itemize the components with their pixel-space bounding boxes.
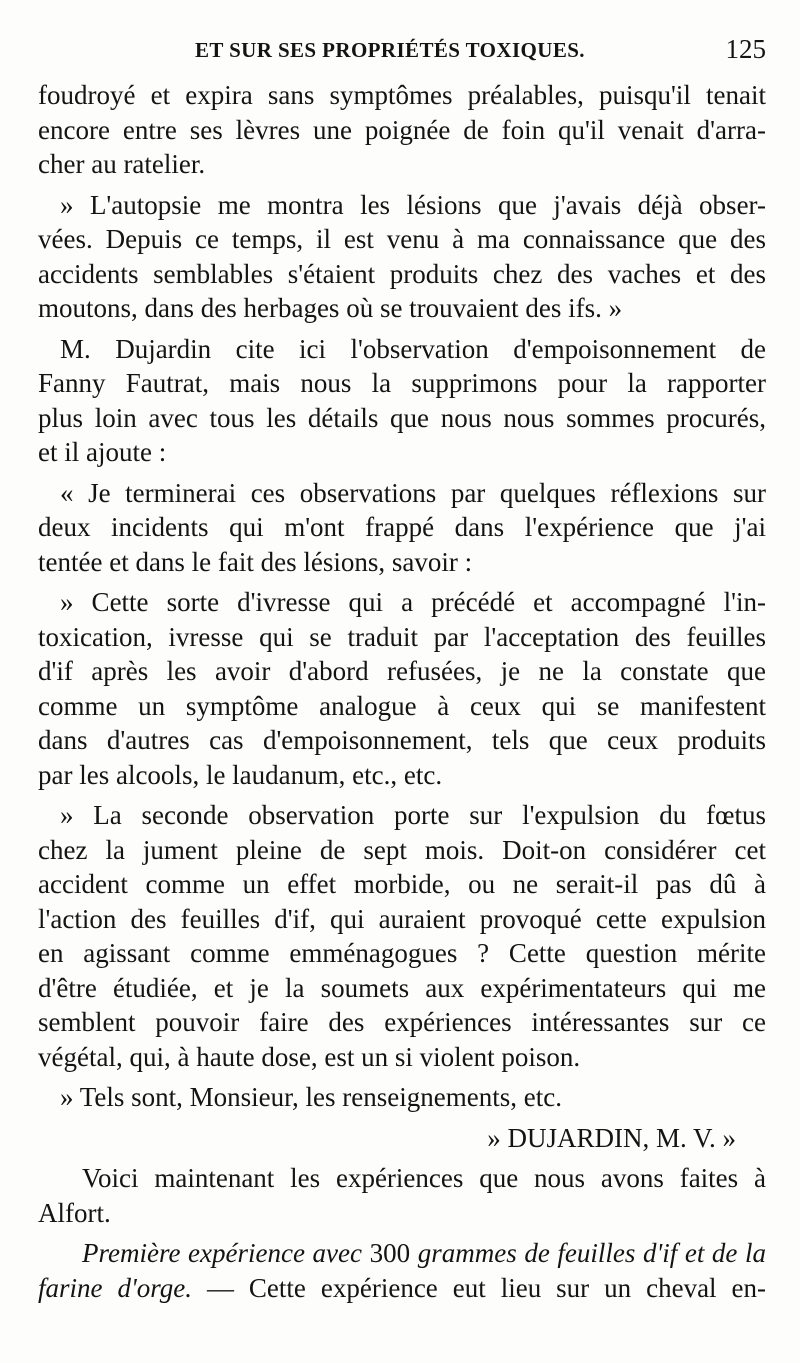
paragraph-experiment xyxy=(38,1236,766,1305)
paragraph xyxy=(38,1161,766,1230)
quantity-number: 300 xyxy=(369,1238,411,1268)
text-line: foudroyé et expira sans symptômes préalables, puisqu'il tenait xyxy=(38,80,766,110)
text-line: accident comme un effet morbide, ou ne serait-il pas dû à xyxy=(38,869,766,899)
paragraph xyxy=(38,585,766,792)
text-line: encore entre ses lèvres une poignée de foin qu'il venait d'arra- xyxy=(38,114,766,145)
text-line: plus loin avec tous les détails que nous nous sommes procurés, xyxy=(38,402,766,433)
italic-text: Première expérience avec xyxy=(82,1238,363,1268)
text-line: semblent pouvoir faire des expériences intéressantes sur ce xyxy=(38,1007,766,1037)
text-line: » Tels sont, Monsieur, les renseignements, etc. xyxy=(60,1082,562,1112)
text-line: l'action des feuilles d'if, qui auraient provoqué cette expulsion xyxy=(38,903,766,934)
page-number: 125 xyxy=(725,34,766,64)
text-line: moutons, dans des herbages où se trouvaient des ifs. » xyxy=(38,293,623,323)
paragraph xyxy=(38,188,766,326)
signature-line: » DUJARDIN, M. V. » xyxy=(487,1122,736,1153)
text-line: chez la jument pleine de sept mois. Doit-on considérer cet xyxy=(38,834,766,865)
text-line: par les alcools, le laudanum, etc., etc. xyxy=(38,759,443,790)
paragraph xyxy=(38,798,766,1074)
page-header xyxy=(40,30,770,74)
text-line: vées. Depuis ce temps, il est venu à ma connaissance que des xyxy=(38,224,766,254)
text-line: » L'autopsie me montra les lésions que j'avais déjà obser- xyxy=(60,189,766,220)
paragraph xyxy=(38,1080,766,1115)
plain-text: — Cette expérience eut lieu sur un cheval en- xyxy=(206,1272,766,1303)
text-line: » La seconde observation porte sur l'expulsion du fœtus xyxy=(60,800,766,830)
text-line: cher au ratelier. xyxy=(38,149,206,179)
text-line: » Cette sorte d'ivresse qui a précédé et accompagné l'in- xyxy=(60,587,766,617)
text-line: M. Dujardin cite ici l'observation d'empoisonnement de xyxy=(60,333,766,364)
text-line: « Je terminerai ces observations par quelques réflexions sur xyxy=(60,477,766,508)
body-text xyxy=(38,78,766,1305)
italic-text: farine d'orge. xyxy=(38,1272,192,1303)
text-line: comme un symptôme analogue à ceux qui se manifestent xyxy=(38,690,766,721)
text-line: dans d'autres cas d'empoisonnement, tels que ceux produits xyxy=(38,725,766,755)
running-head: ET SUR SES PROPRIÉTÉS TOXIQUES. xyxy=(195,38,585,62)
text-line: végétal, qui, à haute dose, est un si violent poison. xyxy=(38,1041,581,1072)
text-line: toxication, ivresse qui se traduit par l'acceptation des feuilles xyxy=(38,621,766,652)
paragraph xyxy=(38,78,766,182)
text-line: en agissant comme emménagogues ? Cette question mérite xyxy=(38,938,766,968)
text-line: deux incidents qui m'ont frappé dans l'expérience que j'ai xyxy=(38,512,766,542)
italic-text: grammes de feuilles d'if et de la xyxy=(417,1238,767,1268)
text-line: d'if après les avoir d'abord refusées, je ne la constate que xyxy=(38,656,766,686)
signature xyxy=(38,1121,766,1156)
text-line: Voici maintenant les expériences que nous avons faites à xyxy=(82,1163,766,1193)
text-line xyxy=(38,1271,766,1306)
text-line: Fanny Fautrat, mais nous la supprimons pour la rapporter xyxy=(38,368,766,398)
text-line: et il ajoute : xyxy=(38,437,167,467)
text-line: d'être étudiée, et je la soumets aux expérimentateurs qui me xyxy=(38,972,766,1003)
text-line: accidents semblables s'étaient produits chez des vaches et des xyxy=(38,258,766,289)
text-line: Alfort. xyxy=(38,1197,111,1228)
experiment-heading-line xyxy=(38,1236,766,1271)
paragraph xyxy=(38,332,766,470)
text-line: tentée et dans le fait des lésions, savoir : xyxy=(38,546,473,577)
paragraph xyxy=(38,476,766,580)
